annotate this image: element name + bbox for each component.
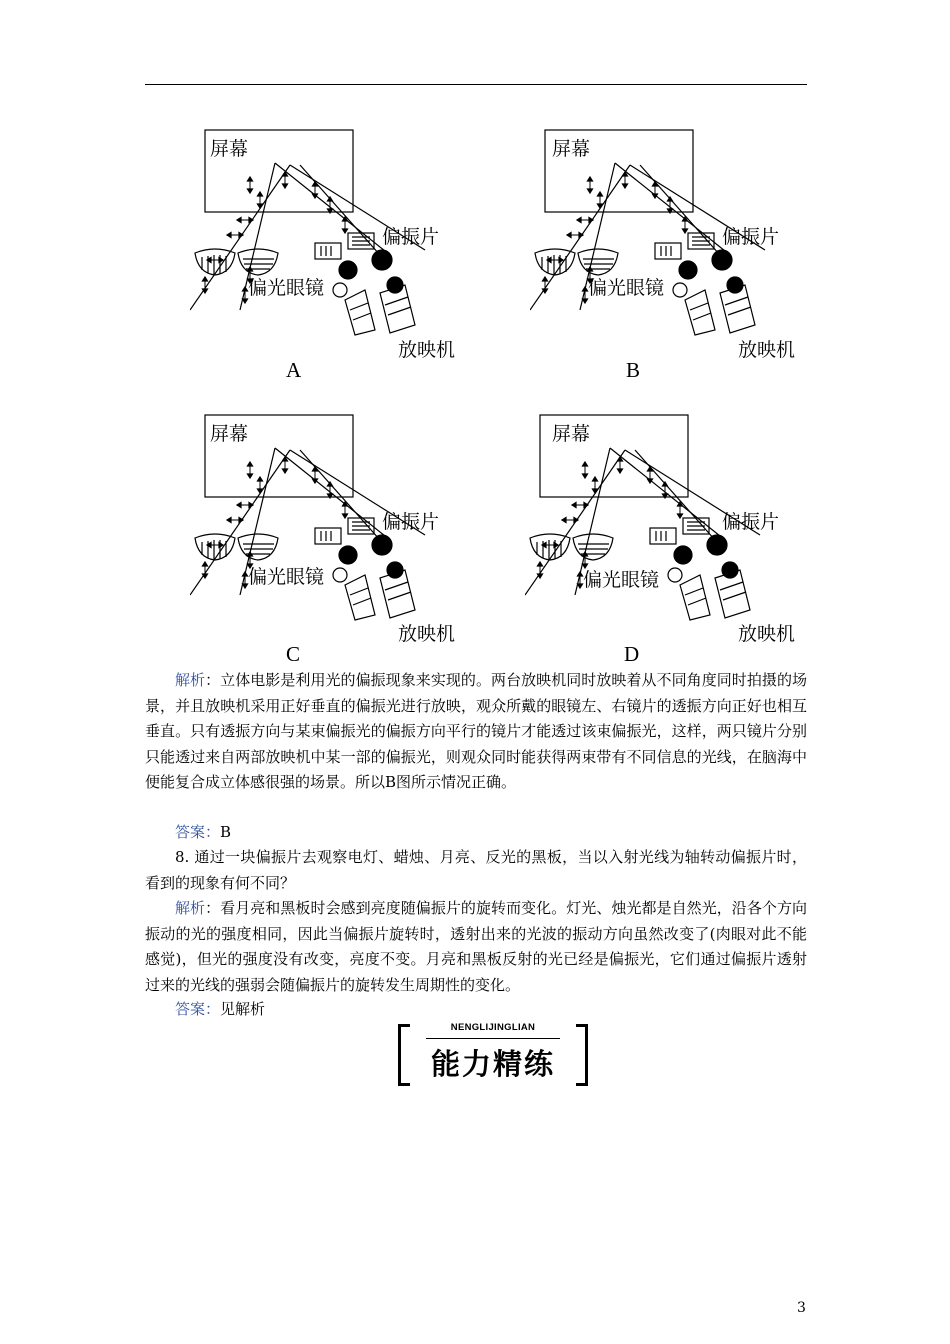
- figure-b-polarizer-label: 偏振片: [722, 227, 780, 248]
- figure-c-screen-label: 屏幕: [210, 424, 249, 445]
- figure-b-projector-label: 放映机: [738, 340, 796, 361]
- q7-answer: [145, 820, 807, 846]
- q8-question: 8. 通过一块偏振片去观察电灯、蜡烛、月亮、反光的黑板，当以入射光线为轴转动偏振片时，看到的现象有何不同？: [145, 848, 807, 892]
- figure-a-label: A: [286, 358, 302, 382]
- figure-d-label: D: [624, 642, 640, 666]
- figure-b-screen-label: 屏幕: [552, 139, 591, 160]
- banner-pinyin: NENGLIJINGLIAN: [450, 1022, 536, 1033]
- q7-analysis-label: 解析: [175, 671, 206, 689]
- figure-a-projector-label: 放映机: [398, 340, 456, 361]
- banner-divider: [426, 1038, 560, 1039]
- figure-d-projector-label: 放映机: [738, 624, 796, 645]
- q8-analysis: [145, 896, 807, 998]
- header-rule: [145, 84, 807, 85]
- figure-b-label: B: [626, 358, 641, 382]
- figure-c-glasses-label: 偏光眼镜: [248, 567, 325, 588]
- section-banner: [398, 1022, 588, 1084]
- figure-d-screen-label: 屏幕: [552, 424, 591, 445]
- q8-analysis-text: ：看月亮和黑板时会感到亮度随偏振片的旋转而变化。灯光、烛光都是自然光，沿各个方向振动的光的强度相同，因此当偏振片旋转时，透射出来的光波的振动方向虽然改变了(肉眼对此不能感觉)，但光的强度没有改变，亮度不变。月亮和黑板反射的光已经是偏振光，它们通过偏振片透射过来的光线的强弱会随偏振片的旋转发生周期性的变化。: [145, 899, 807, 994]
- q8-analysis-label: 解析: [175, 899, 206, 917]
- figure-d-polarizer-label: 偏振片: [722, 512, 780, 533]
- figure-a-polarizer-label: 偏振片: [382, 227, 440, 248]
- q8-answer: [145, 997, 807, 1023]
- q7-analysis-text: ：立体电影是利用光的偏振现象来实现的。两台放映机同时放映着从不同角度同时拍摄的场景，并且放映机采用正好垂直的偏振光进行放映，观众所戴的眼镜左、右镜片的透振方向正好也相互垂直。只有透振方向与某束偏振光的偏振方向平行的镜片才能透过该束偏振光，这样，两只镜片分别只能透过来自两部放映机中某一部的偏振光，则观众同时能获得两束带有不同信息的光线，在脑海中便能复合成立体感很强的场景。所以B图所示情况正确。: [145, 671, 807, 791]
- q7-answer-text: B: [220, 823, 232, 841]
- figure-c-projector-label: 放映机: [398, 624, 456, 645]
- banner-title: 能力精练: [430, 1047, 555, 1081]
- figure-d-glasses-label: 偏光眼镜: [583, 570, 660, 591]
- page-number: 3: [797, 1300, 806, 1316]
- q7-analysis: [145, 668, 807, 796]
- figure-c-label: C: [286, 642, 301, 666]
- figure-a-glasses-label: 偏光眼镜: [248, 278, 325, 299]
- q7-answer-label: 答案：: [175, 823, 221, 841]
- figure-b-glasses-label: 偏光眼镜: [588, 278, 665, 299]
- figure-a-screen-label: 屏幕: [210, 139, 249, 160]
- figure-c-polarizer-label: 偏振片: [382, 512, 440, 533]
- q8-answer-text: 见解析: [220, 1000, 266, 1018]
- q8-answer-label: 答案：: [175, 1000, 221, 1018]
